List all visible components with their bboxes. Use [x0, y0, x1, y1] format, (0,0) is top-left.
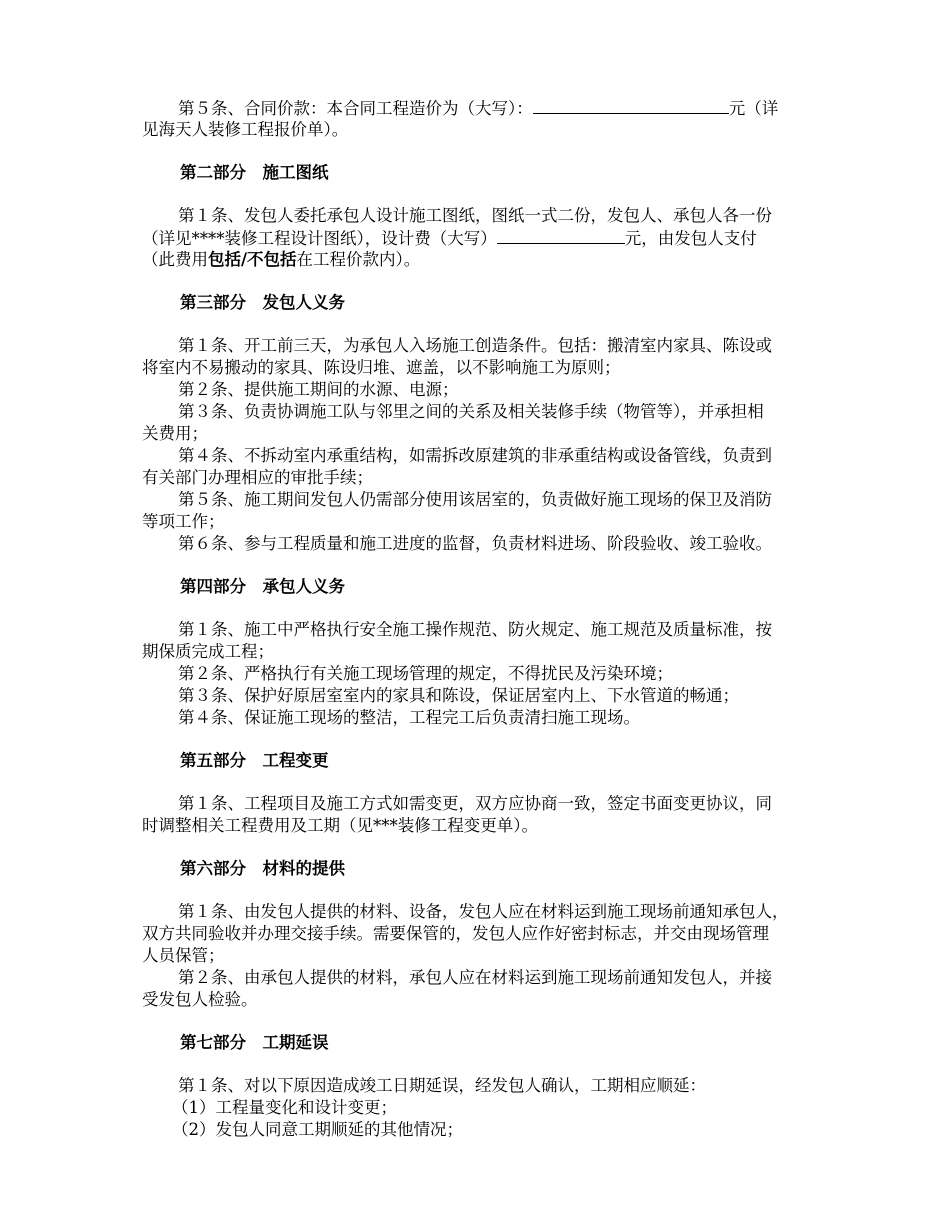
s7-line: （2）发包人同意工期顺延的其他情况；: [172, 1120, 463, 1139]
text: （此费用: [142, 250, 208, 269]
s6-line: 受发包人检验。: [142, 990, 258, 1009]
s3-line: 关费用；: [142, 424, 208, 443]
s4-line: 第４条、保证施工现场的整洁，工程完工后负责清扫施工现场。: [178, 708, 640, 727]
s3-line: 等项工作；: [142, 512, 225, 531]
s3-line: 第６条、参与工程质量和施工进度的监督，负责材料进场、阶段验收、竣工验收。: [178, 534, 772, 553]
s3-line: 有关部门办理相应的审批手续；: [142, 468, 373, 487]
s2-line-1: 第１条、发包人委托承包人设计施工图纸，图纸一式二份，发包人、承包人各一份: [178, 206, 772, 225]
text: 元（详: [728, 99, 779, 118]
s3-line: 第３条、负责协调施工队与邻里之间的关系及相关装修手续（物管等），并承担相: [178, 402, 764, 421]
s7-line: 第１条、对以下原因造成竣工日期延误，经发包人确认，工期相应顺延：: [178, 1076, 706, 1095]
text: 在工程价款内）。: [296, 250, 421, 269]
price-blank: [533, 97, 729, 114]
s6-line: 第１条、由发包人提供的材料、设备，发包人应在材料运到施工现场前通知承包人，: [178, 902, 789, 921]
text: 第５条、合同价款：本合同工程造价为（大写）：: [178, 99, 533, 118]
section-5-title: 第五部分 工程变更: [180, 751, 329, 770]
s4-line: 第３条、保护好原居室室内的家具和陈设，保证居室内上、下水管道的畅通；: [178, 686, 739, 705]
section-4-title: 第四部分 承包人义务: [180, 577, 345, 596]
text: （详见****装修工程设计图纸），设计费（大写）: [142, 229, 497, 248]
design-fee-blank: [497, 227, 625, 244]
s6-line: 双方共同验收并办理交接手续。需要保管的，发包人应作好密封标志，并交由现场管理: [142, 924, 769, 943]
article-5-line-1: [178, 97, 778, 120]
s6-line: 第２条、由承包人提供的材料，承包人应在材料运到施工现场前通知发包人，并接: [178, 968, 772, 987]
s3-line: 第１条、开工前三天，为承包人入场施工创造条件。包括：搬清室内家具、陈设或: [178, 336, 772, 355]
s3-line: 将室内不易搬动的家具、陈设归堆、遮盖，以不影响施工为原则；: [142, 358, 621, 377]
s7-line: （1）工程量变化和设计变更；: [172, 1098, 397, 1117]
s3-line: 第２条、提供施工期间的水源、电源；: [178, 380, 459, 399]
s4-line: 期保质完成工程；: [142, 642, 274, 661]
s5-line: 时调整相关工程费用及工期（见***装修工程变更单）。: [142, 816, 538, 835]
s3-line: 第５条、施工期间发包人仍需部分使用该居室的，负责做好施工现场的保卫及消防: [178, 490, 772, 509]
s5-line: 第１条、工程项目及施工方式如需变更，双方应协商一致，签定书面变更协议，同: [178, 794, 772, 813]
s3-line: 第４条、不拆动室内承重结构，如需拆改原建筑的非承重结构或设备管线，负责到: [178, 446, 772, 465]
s2-line-2: [142, 227, 757, 250]
bold-text: 包括/不包括: [208, 250, 297, 269]
text: 元，由发包人支付: [624, 229, 757, 248]
article-5-line-2: 见海天人装修工程报价单）。: [142, 120, 349, 139]
s2-line-3: [142, 249, 420, 271]
s4-line: 第２条、严格执行有关施工现场管理的规定，不得扰民及污染环境；: [178, 664, 673, 683]
section-7-title: 第七部分 工期延误: [180, 1033, 329, 1052]
s6-line: 人员保管；: [142, 946, 225, 965]
s4-line: 第１条、施工中严格执行安全施工操作规范、防火规定、施工规范及质量标准，按: [178, 620, 772, 639]
section-6-title: 第六部分 材料的提供: [180, 859, 345, 878]
section-3-title: 第三部分 发包人义务: [180, 293, 345, 312]
section-2-title: 第二部分 施工图纸: [180, 163, 329, 182]
